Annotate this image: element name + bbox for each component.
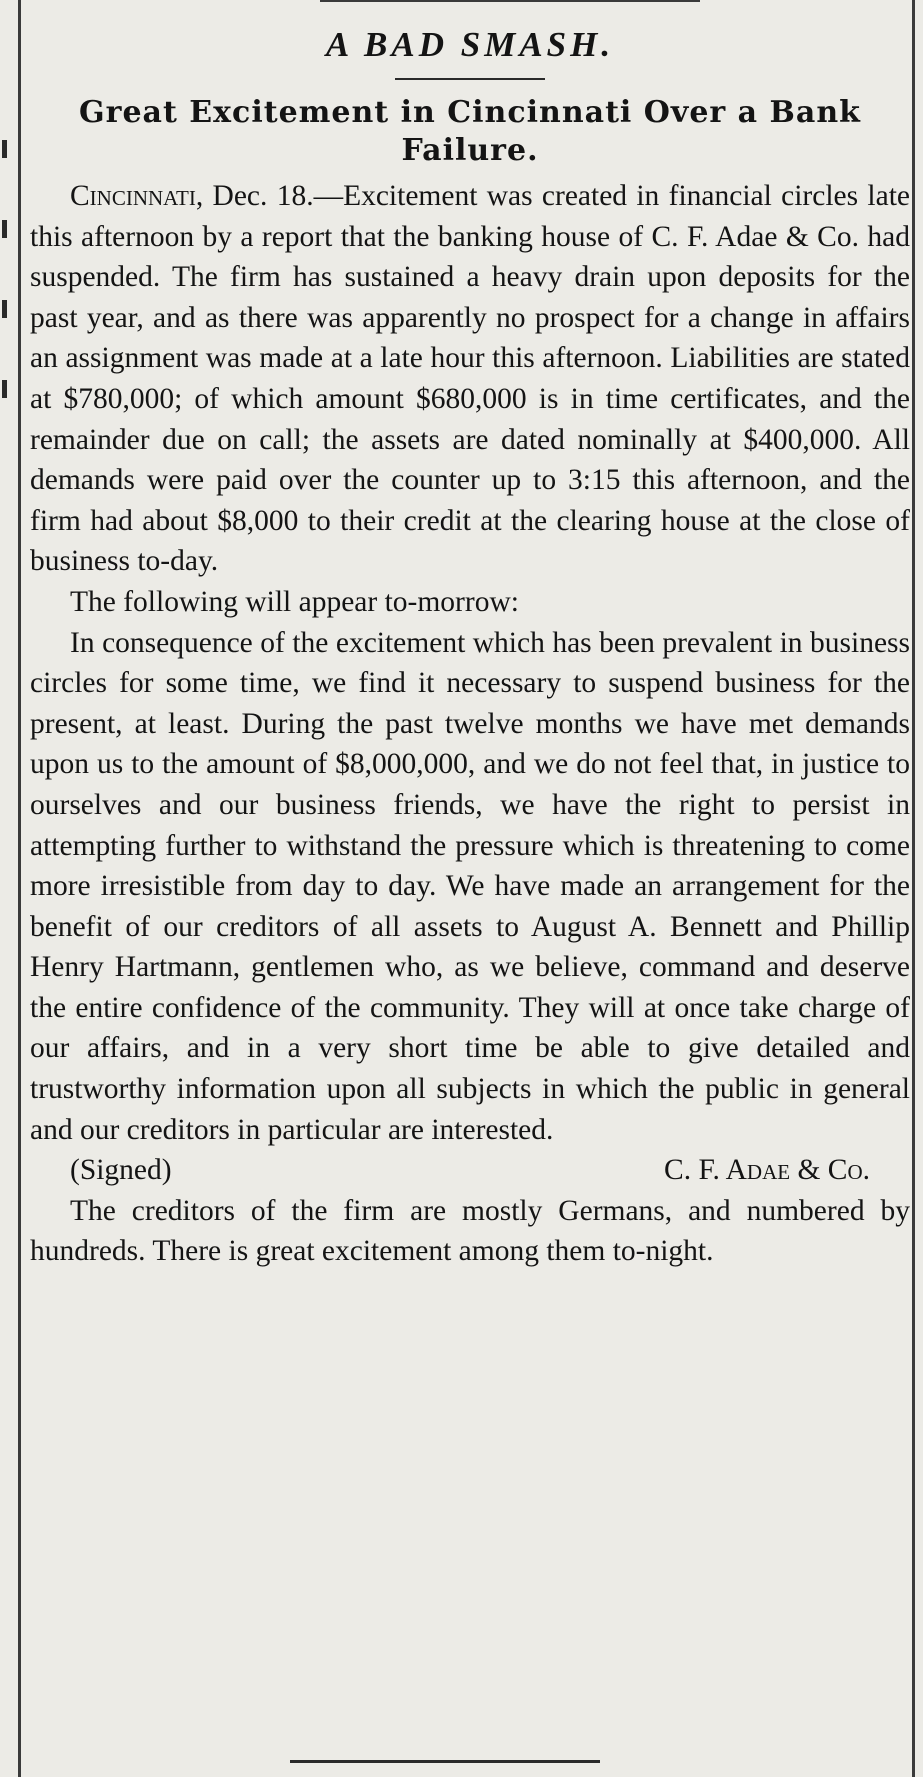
paragraph: The following will appear to-morrow: — [70, 585, 519, 618]
signature-line — [30, 1150, 910, 1191]
closing-paragraph: The creditors of the firm are mostly Germans, and numbered by hundreds. There is great excitement among them to-night. — [30, 1194, 910, 1268]
right-column-rule — [912, 0, 915, 1777]
headline: A BAD SMASH. — [325, 25, 615, 64]
headline-divider — [395, 78, 545, 80]
paragraph: In consequence of the excitement which has been prevalent in business circles for some time, we find it necessary to suspend business for the present, at least. During the past twelve months we have met demands upon us to the amount of $8,000,000, and we do not feel that, in justice to ourselves and our business friends, we have the right to persist in attempting further to withstand the pressure which is threatening to come more irresistible from day to day. We have made an arrangement for the benefit of our creditors of all assets to August A. Bennett and Phillip Henry Hartmann, gentlemen who, as we believe, command and deserve the entire confidence of the community. They will at once take charge of our affairs, and in a very short time be able to give detailed and trustworthy information upon all subjects in which the public in general and our creditors in particular are interested. — [30, 626, 910, 1146]
left-column-rule — [18, 0, 21, 1777]
adjacent-column-fragments — [0, 140, 10, 740]
paragraph-lead — [30, 176, 910, 582]
subheadline: Great Excitement in Cincinnati Over a Bank Failure. — [79, 95, 861, 168]
top-rule — [320, 0, 700, 2]
signed-firm: C. F. Adae & Co. — [664, 1154, 870, 1187]
article-body — [30, 176, 910, 1150]
signed-label: (Signed) — [70, 1154, 172, 1187]
dateline: Cincinnati — [70, 180, 196, 212]
bottom-rule — [290, 1760, 600, 1763]
paragraph-lead-text: , Dec. 18.—Excitement was created in financial circles late this afternoon by a report that the banking house of C. F. Adae & Co. had suspended. The firm has sustained a heavy drain upon deposits for the past year, and as there was apparently no prospect for a change in affairs an assignment was made at a late hour this afternoon. Liabilities are stated at $780,000; of which amount $680,000 is in time certificates, and the remainder due on call; the assets are dated nominally at $400,000. All demands were paid over the counter up to 3:15 this afternoon, and the firm had about $8,000 to their credit at the clearing house at the close of business to-day. — [30, 180, 910, 578]
article-column — [30, 10, 910, 1272]
closing-body — [30, 1191, 910, 1272]
